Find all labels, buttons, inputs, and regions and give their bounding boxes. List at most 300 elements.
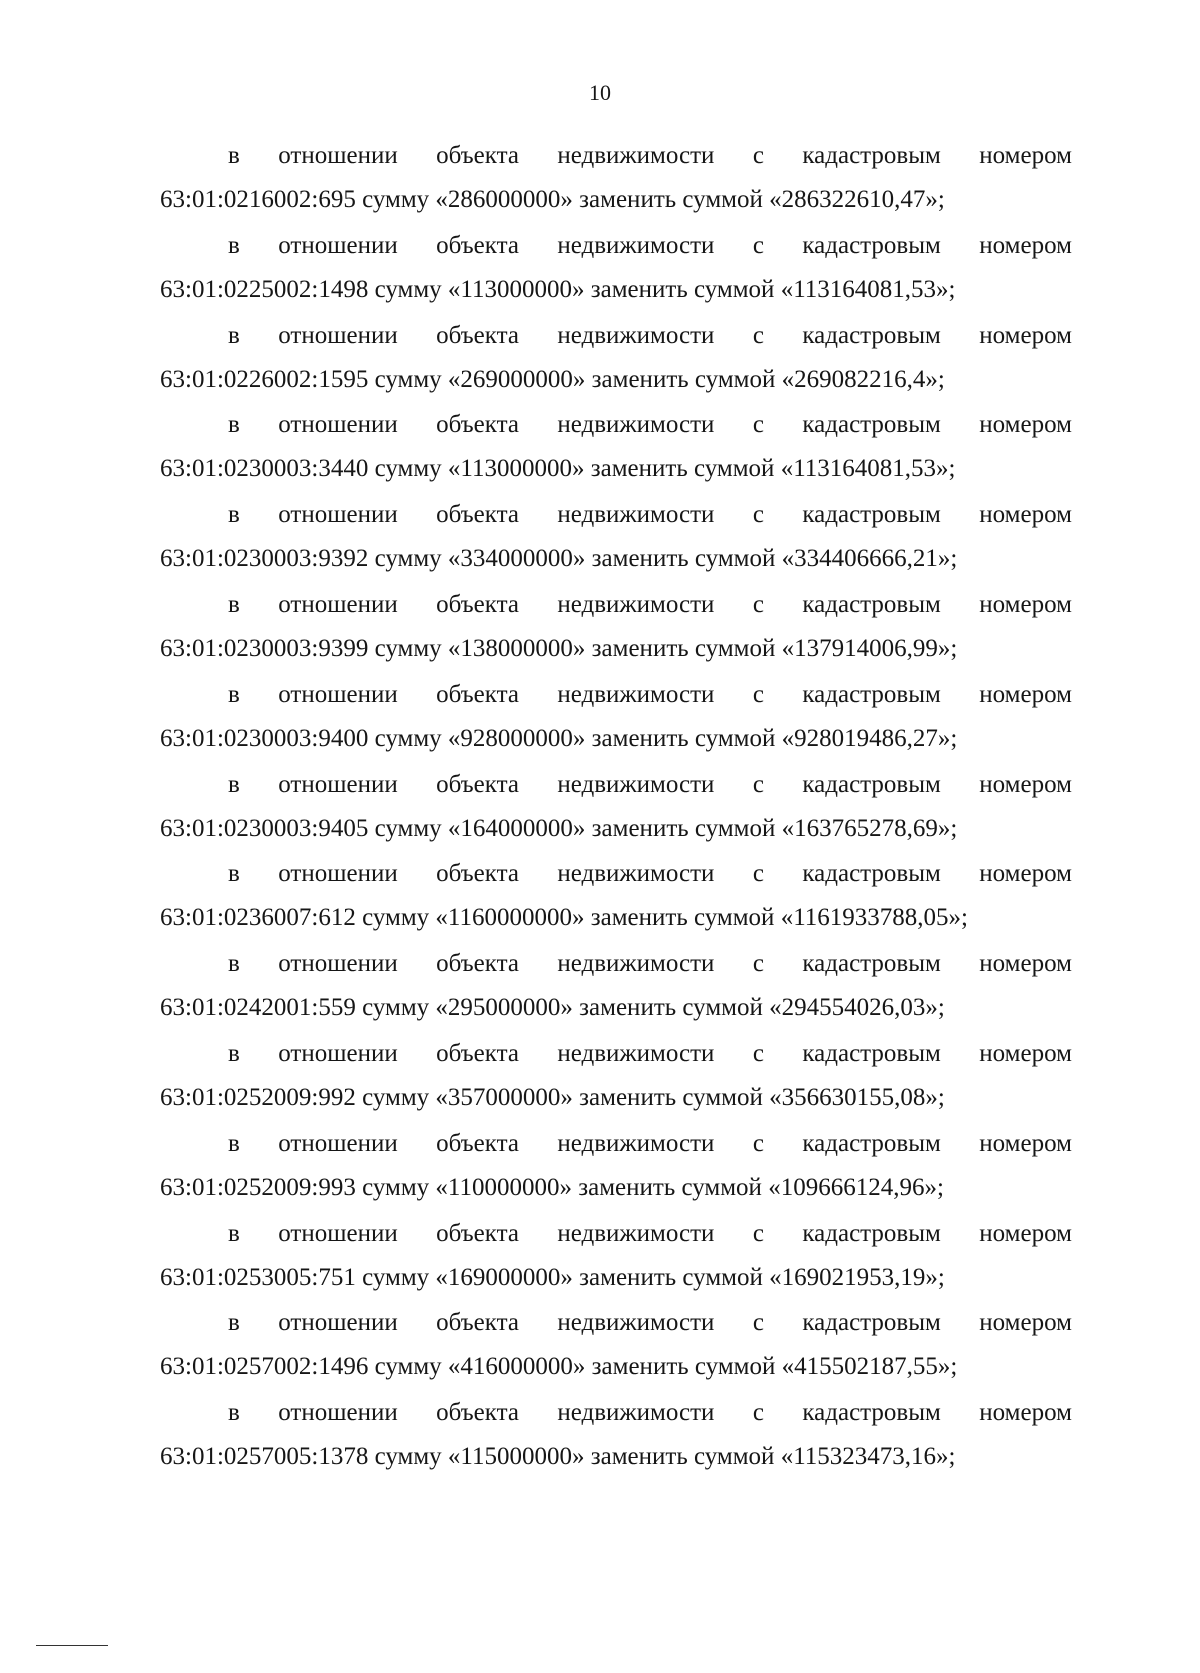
intro-word: недвижимости [557,590,715,618]
intro-word: в [228,142,240,169]
intro-word: объекта [436,1039,519,1067]
intro-word: номером [979,501,1072,529]
new-sum: 113164081,53 [793,455,937,483]
sum-word: сумму [362,904,430,932]
quote-close: » [572,1353,586,1381]
replace-word: заменить суммой [579,1263,763,1291]
quote-close: » [948,904,962,932]
quote-close: » [560,994,573,1022]
intro-word: в [228,1129,240,1157]
sum-word: сумму [374,275,442,303]
intro-word: в [228,1219,240,1247]
quote-open: « [781,1353,795,1381]
amendment-entry [160,946,1072,1036]
amendment-entry [160,1395,1072,1485]
replace-word: заменить суммой [591,634,776,662]
quote-open: « [769,186,782,213]
intro-word: объекта [436,950,519,978]
intro-word: в [228,590,240,618]
cadastral-number: 63:01:0216002:695 [160,186,356,213]
quote-open: « [435,186,448,213]
replace-word: заменить суммой [590,1443,775,1471]
intro-word: номером [979,1399,1072,1427]
intro-word: недвижимости [557,680,715,708]
cadastral-number: 63:01:0253005:751 [160,1263,356,1291]
entry-detail-line [160,1170,1072,1206]
intro-word: объекта [436,770,519,798]
old-sum: 113000000 [460,455,572,483]
intro-word: недвижимости [557,770,715,798]
new-sum: 294554026,03 [781,994,926,1022]
intro-word: в [228,770,240,798]
intro-word: с [752,950,764,978]
intro-word: отношении [278,411,398,439]
new-sum: 356630155,08 [781,1083,926,1111]
quote-close: » [925,186,938,213]
intro-word: с [752,680,764,708]
entry-detail-line [160,631,1072,667]
quote-close: » [936,275,949,303]
intro-word: номером [979,860,1072,888]
entry-intro-line [228,677,1072,721]
quote-close: » [572,1443,585,1471]
entry-intro-line [228,1126,1072,1170]
quote-close: » [572,455,585,483]
entry-detail-line [160,811,1072,847]
intro-word: недвижимости [557,860,715,888]
quote-open: « [781,545,795,573]
sum-word: сумму [374,634,442,662]
intro-word: с [752,1039,764,1067]
amendment-entry [160,228,1072,318]
quote-open: « [780,455,794,483]
intro-word: с [752,501,764,529]
quote-close: » [560,1083,573,1111]
replace-word: заменить суммой [591,814,776,842]
intro-word: номером [979,231,1072,259]
replace-word: заменить суммой [591,545,776,573]
quote-close: » [572,545,586,573]
sum-word: сумму [362,1263,430,1291]
quote-open: « [435,1083,448,1111]
cadastral-number: 63:01:0230003:9405 [160,814,369,842]
quote-open: « [768,1173,781,1201]
entry-intro-line [228,767,1072,811]
cadastral-number: 63:01:0225002:1498 [160,275,369,303]
quote-open: « [447,455,461,483]
sum-word: сумму [374,545,442,573]
intro-word: кадастровым [802,1309,941,1337]
old-sum: 416000000 [460,1353,573,1381]
old-sum: 295000000 [447,994,561,1022]
intro-word: в [228,321,240,349]
sum-word: сумму [374,724,442,752]
intro-word: отношении [278,1309,398,1337]
intro-word: объекта [436,1129,519,1157]
terminator: ; [937,365,945,393]
entry-detail-line [160,182,1072,218]
intro-word: в [228,1039,240,1067]
sum-word: сумму [374,365,442,393]
intro-word: отношении [278,680,398,708]
footer-rule [36,1645,108,1646]
new-sum: 109666124,96 [780,1173,925,1201]
sum-word: сумму [374,1443,442,1471]
intro-word: отношении [278,1399,398,1427]
intro-word: отношении [278,231,398,259]
quote-close: » [925,1083,938,1111]
cadastral-number: 63:01:0226002:1595 [160,365,369,393]
old-sum: 357000000 [447,1083,561,1111]
entry-intro-line [228,407,1072,451]
intro-word: с [752,411,764,439]
amendment-entry [160,587,1072,677]
intro-word: отношении [278,321,398,349]
cadastral-number: 63:01:0230003:3440 [160,455,369,483]
quote-close: » [937,1353,951,1381]
replace-word: заменить суммой [591,365,776,393]
intro-word: объекта [436,501,519,529]
amendment-entry [160,1216,1072,1306]
entry-intro-line [228,318,1072,362]
intro-word: номером [979,770,1072,798]
quote-close: » [936,455,949,483]
intro-word: недвижимости [557,1309,715,1337]
entry-intro-line [228,228,1072,272]
new-sum: 286322610,47 [781,186,926,213]
entry-intro-line [228,856,1072,900]
entry-intro-line [228,497,1072,541]
quote-close: » [560,186,573,213]
quote-close: » [925,1263,938,1291]
quote-open: « [447,1353,461,1381]
quote-close: » [559,1173,572,1201]
intro-word: кадастровым [802,231,941,259]
replace-word: заменить суммой [579,186,763,213]
intro-word: с [752,321,764,349]
quote-close: » [937,814,951,842]
entry-intro-line [228,1395,1072,1439]
amendment-entry [160,767,1072,857]
entry-detail-line [160,541,1072,577]
sum-word: сумму [374,1353,442,1381]
intro-word: в [228,231,240,259]
sum-word: сумму [362,1083,430,1111]
intro-word: с [752,1219,764,1247]
cadastral-number: 63:01:0236007:612 [160,904,356,932]
old-sum: 286000000 [447,186,561,213]
quote-close: » [936,1443,949,1471]
entry-intro-line [228,1305,1072,1349]
intro-word: отношении [278,1129,398,1157]
quote-open: « [447,634,461,662]
cadastral-number: 63:01:0252009:992 [160,1083,356,1111]
terminator: ; [950,1353,958,1381]
terminator: ; [937,186,945,213]
intro-word: недвижимости [557,1219,715,1247]
old-sum: 269000000 [460,365,573,393]
intro-word: с [752,770,764,798]
quote-open: « [780,1443,794,1471]
amendment-list [160,138,1072,1485]
cadastral-number: 63:01:0230003:9400 [160,724,369,752]
intro-word: отношении [278,1039,398,1067]
intro-word: отношении [278,1219,398,1247]
quote-open: « [435,904,448,932]
amendment-entry [160,497,1072,587]
intro-word: недвижимости [557,411,715,439]
terminator: ; [950,814,958,842]
quote-open: « [435,1263,448,1291]
entry-intro-line [228,587,1072,631]
quote-close: » [937,634,951,662]
old-sum: 138000000 [460,634,573,662]
intro-word: номером [979,1219,1072,1247]
amendment-entry [160,1305,1072,1395]
quote-open: « [769,1263,782,1291]
intro-word: недвижимости [557,321,715,349]
intro-word: объекта [436,1219,519,1247]
entry-detail-line [160,721,1072,757]
intro-word: номером [979,950,1072,978]
quote-close: » [925,994,938,1022]
terminator: ; [950,724,958,752]
intro-word: отношении [278,950,398,978]
quote-open: « [781,814,795,842]
terminator: ; [961,904,968,932]
new-sum: 163765278,69 [794,814,938,842]
replace-word: заменить суммой [579,1083,763,1111]
new-sum: 928019486,27 [794,724,938,752]
intro-word: с [752,231,764,259]
new-sum: 269082216,4 [794,365,926,393]
old-sum: 169000000 [447,1263,561,1291]
amendment-entry [160,677,1072,767]
intro-word: кадастровым [802,142,941,169]
replace-word: заменить суммой [578,1173,762,1201]
intro-word: номером [979,680,1072,708]
intro-word: объекта [436,590,519,618]
terminator: ; [950,545,958,573]
quote-open: « [781,634,795,662]
intro-word: объекта [436,411,519,439]
intro-word: отношении [278,501,398,529]
replace-word: заменить суммой [579,994,763,1022]
entry-detail-line [160,1349,1072,1385]
intro-word: недвижимости [557,1399,715,1427]
intro-word: с [752,860,764,888]
terminator: ; [950,634,958,662]
old-sum: 1160000000 [447,904,572,932]
intro-word: с [752,142,764,169]
entry-detail-line [160,362,1072,398]
intro-word: объекта [436,321,519,349]
intro-word: объекта [436,1399,519,1427]
intro-word: в [228,950,240,978]
old-sum: 113000000 [460,275,572,303]
quote-close: » [937,724,951,752]
intro-word: объекта [436,1309,519,1337]
intro-word: недвижимости [557,1039,715,1067]
cadastral-number: 63:01:0257005:1378 [160,1443,369,1471]
quote-open: « [447,1443,461,1471]
intro-word: кадастровым [802,1399,941,1427]
sum-word: сумму [374,455,442,483]
intro-word: кадастровым [802,860,941,888]
quote-open: « [769,1083,782,1111]
terminator: ; [948,275,956,303]
quote-close: » [925,365,938,393]
quote-open: « [447,545,461,573]
replace-word: заменить суммой [590,904,775,932]
intro-word: объекта [436,231,519,259]
old-sum: 334000000 [460,545,573,573]
terminator: ; [937,1263,945,1291]
new-sum: 137914006,99 [794,634,938,662]
intro-word: кадастровым [802,1129,941,1157]
cadastral-number: 63:01:0230003:9399 [160,634,369,662]
intro-word: номером [979,590,1072,618]
intro-word: в [228,860,240,888]
quote-close: » [572,275,585,303]
amendment-entry [160,1126,1072,1216]
entry-intro-line [228,1216,1072,1260]
cadastral-number: 63:01:0257002:1496 [160,1353,369,1381]
intro-word: недвижимости [557,501,715,529]
quote-open: « [447,365,461,393]
intro-word: с [752,1309,764,1337]
entry-detail-line [160,990,1072,1026]
cadastral-number: 63:01:0242001:559 [160,994,356,1022]
intro-word: кадастровым [802,680,941,708]
intro-word: объекта [436,860,519,888]
intro-word: номером [979,1309,1072,1337]
amendment-entry [160,407,1072,497]
intro-word: в [228,1399,240,1427]
new-sum: 415502187,55 [794,1353,938,1381]
entry-detail-line [160,1080,1072,1116]
terminator: ; [936,1173,944,1201]
quote-close: » [937,545,951,573]
replace-word: заменить суммой [590,455,775,483]
intro-word: кадастровым [802,950,941,978]
quote-close: » [560,1263,573,1291]
intro-word: кадастровым [802,321,941,349]
entry-detail-line [160,1439,1072,1475]
intro-word: в [228,501,240,529]
intro-word: в [228,680,240,708]
cadastral-number: 63:01:0252009:993 [160,1173,356,1201]
sum-word: сумму [362,186,430,213]
terminator: ; [948,1443,956,1471]
quote-close: » [924,1173,937,1201]
intro-word: номером [979,1129,1072,1157]
intro-word: отношении [278,590,398,618]
sum-word: сумму [362,1173,430,1201]
quote-open: « [769,994,782,1022]
intro-word: кадастровым [802,590,941,618]
entry-detail-line [160,1260,1072,1296]
intro-word: с [752,1399,764,1427]
intro-word: кадастровым [802,1039,941,1067]
intro-word: с [752,590,764,618]
amendment-entry [160,318,1072,408]
page-number: 10 [589,80,611,105]
amendment-entry [160,138,1072,228]
intro-word: кадастровым [802,501,941,529]
quote-close: » [572,634,586,662]
quote-open: « [447,724,461,752]
quote-close: » [572,904,585,932]
quote-open: « [435,994,448,1022]
new-sum: 169021953,19 [781,1263,926,1291]
intro-word: недвижимости [557,231,715,259]
intro-word: в [228,411,240,439]
intro-word: номером [979,321,1072,349]
old-sum: 110000000 [447,1173,560,1201]
quote-open: « [780,904,794,932]
intro-word: отношении [278,142,398,169]
new-sum: 334406666,21 [794,545,938,573]
entry-detail-line [160,900,1072,936]
quote-open: « [447,814,461,842]
old-sum: 115000000 [460,1443,572,1471]
replace-word: заменить суммой [590,275,775,303]
intro-word: номером [979,1039,1072,1067]
intro-word: номером [979,142,1072,169]
intro-word: кадастровым [802,1219,941,1247]
cadastral-number: 63:01:0230003:9392 [160,545,369,573]
intro-word: объекта [436,142,519,169]
new-sum: 1161933788,05 [793,904,949,932]
intro-word: в [228,1309,240,1337]
quote-open: « [781,365,795,393]
intro-word: отношении [278,860,398,888]
replace-word: заменить суммой [591,724,776,752]
intro-word: с [752,1129,764,1157]
intro-word: отношении [278,770,398,798]
intro-word: недвижимости [557,1129,715,1157]
intro-word: кадастровым [802,770,941,798]
amendment-entry [160,856,1072,946]
entry-intro-line [228,946,1072,990]
terminator: ; [948,455,956,483]
quote-open: « [781,724,795,752]
new-sum: 113164081,53 [793,275,937,303]
replace-word: заменить суммой [591,1353,776,1381]
quote-open: « [435,1173,448,1201]
entry-intro-line [228,138,1072,182]
intro-word: недвижимости [557,142,715,169]
intro-word: номером [979,411,1072,439]
entry-intro-line [228,1036,1072,1080]
amendment-entry [160,1036,1072,1126]
intro-word: объекта [436,680,519,708]
new-sum: 115323473,16 [793,1443,937,1471]
quote-close: » [572,814,586,842]
old-sum: 164000000 [460,814,573,842]
sum-word: сумму [362,994,430,1022]
quote-open: « [780,275,794,303]
old-sum: 928000000 [460,724,573,752]
entry-detail-line [160,272,1072,308]
quote-open: « [447,275,461,303]
intro-word: кадастровым [802,411,941,439]
sum-word: сумму [374,814,442,842]
terminator: ; [937,1083,945,1111]
terminator: ; [937,994,945,1022]
entry-detail-line [160,451,1072,487]
